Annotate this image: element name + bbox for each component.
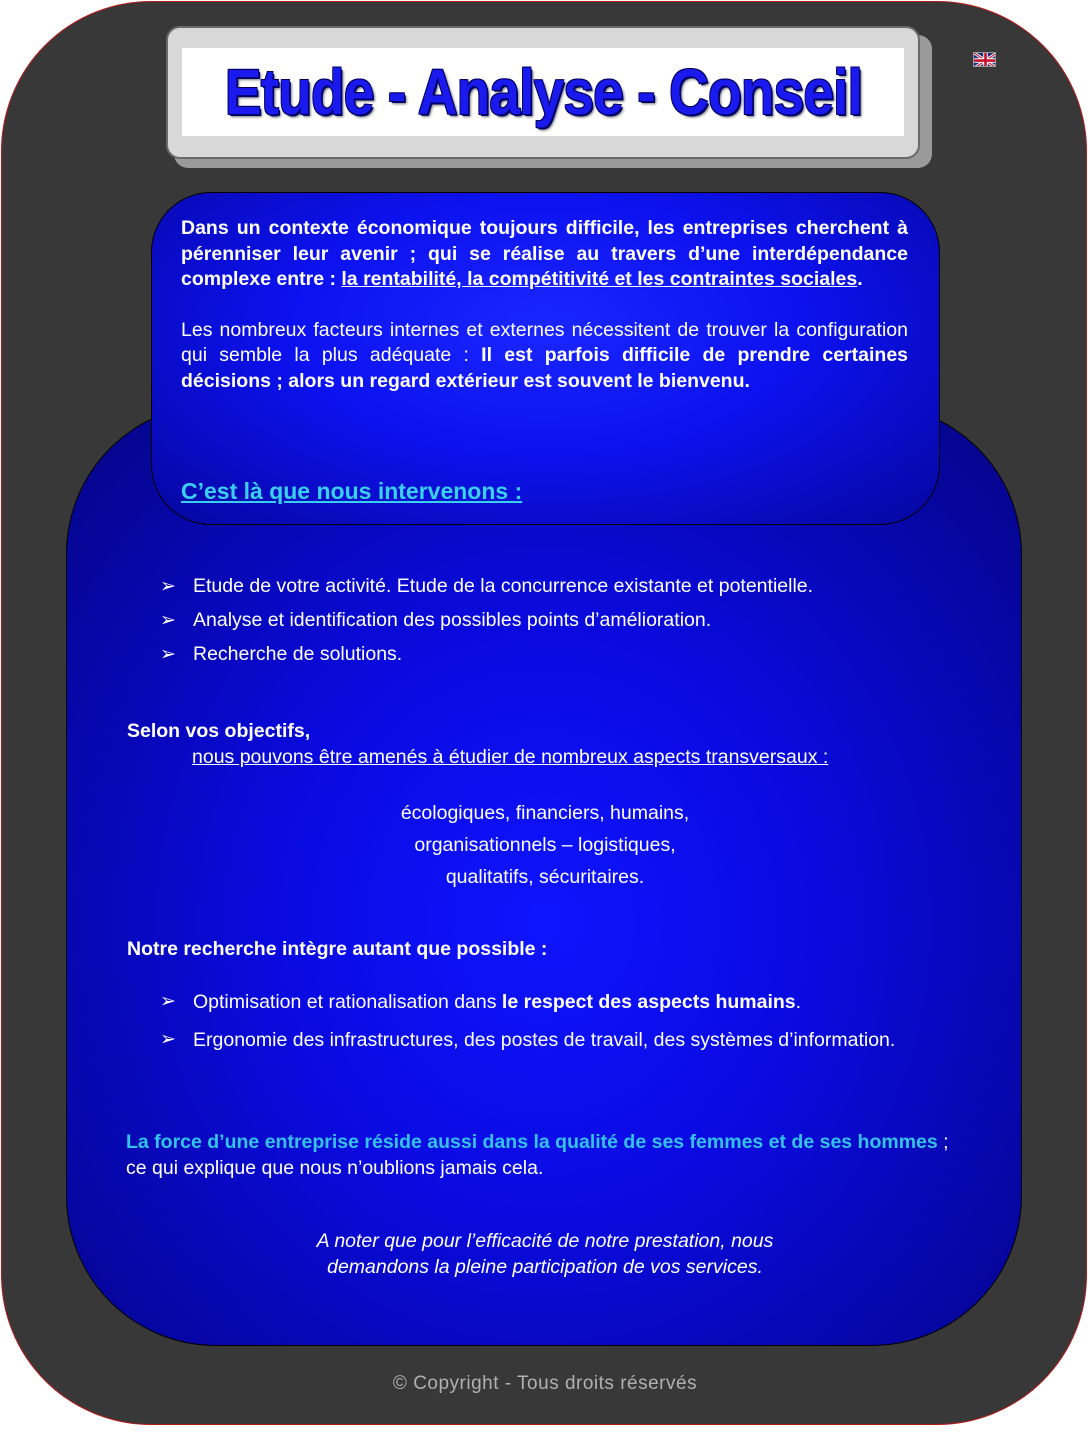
list-item (160, 609, 963, 643)
page-title: Etude - Analyse - Conseil (224, 56, 862, 128)
aspect-line: qualitatifs, sécuritaires. (445, 866, 645, 888)
note-line-1: A noter que pour l’efficacité de notre prestation, nous (316, 1230, 774, 1252)
research-heading: Notre recherche intègre autant que possible : (127, 938, 548, 960)
objectives-heading: Selon vos objectifs, (127, 720, 311, 742)
note-paragraph (0, 1228, 1090, 1280)
research-item2: Ergonomie des infrastructures, des postes de travail, des systèmes d’information. (193, 1029, 896, 1051)
uk-flag-icon[interactable] (973, 52, 996, 67)
aspects-list (0, 797, 1090, 893)
intro-text (181, 216, 908, 395)
strength-rest: ; ce qui explique que nous n’oublions jamais cela. (126, 1131, 949, 1179)
intro-paragraph-1 (181, 216, 908, 293)
list-item (160, 1027, 963, 1053)
arrow-bullet-icon: ➢ (160, 1029, 176, 1050)
list-item (160, 643, 963, 677)
service-item: Etude de votre activité. Etude de la concurrence existante et potentielle. (193, 575, 814, 597)
service-item: Analyse et identification des possibles points d’amélioration. (193, 609, 712, 631)
title-inner (182, 48, 904, 136)
list-item (160, 989, 963, 1015)
title-box (166, 26, 920, 159)
intervene-link[interactable]: C’est là que nous intervenons : (181, 478, 523, 504)
arrow-bullet-icon: ➢ (160, 644, 176, 665)
list-item (160, 575, 963, 609)
intro-p1-underlined: la rentabilité, la compétitivité et les contraintes sociales (341, 268, 858, 291)
intro-p1-start: Dans un contexte économique toujours difficile, les entreprises cherchent à pérenniser leur avenir ; qui se réalise au travers d’une interdépendance complexe entre : (181, 217, 908, 291)
research-item1-bold: le respect des aspects humains (501, 991, 796, 1013)
note-line-2: demandons la pleine participation de vos services. (327, 1256, 763, 1278)
services-list (160, 575, 963, 677)
arrow-bullet-icon: ➢ (160, 610, 176, 631)
research-item1-start: Optimisation et rationalisation dans (193, 991, 502, 1013)
research-list (160, 989, 963, 1053)
strength-paragraph (126, 1130, 964, 1181)
arrow-bullet-icon: ➢ (160, 576, 176, 597)
arrow-bullet-icon: ➢ (160, 991, 176, 1012)
intro-p2-start: Les nombreux facteurs internes et externes nécessitent de trouver la configuration qui semble la plus adéquate : (181, 318, 908, 367)
research-item1-end: . (795, 991, 802, 1013)
objectives-subheading: nous pouvons être amenés à étudier de nombreux aspects transversaux : (192, 746, 829, 768)
intro-paragraph-2 (181, 318, 908, 395)
aspect-line: organisationnels – logistiques, (414, 834, 676, 856)
copyright-footer: © Copyright - Tous droits réservés (392, 1373, 698, 1394)
intro-p2-bold: Il est parfois difficile de prendre certaines décisions ; alors un regard extérieur est souvent le bienvenu. (181, 344, 909, 392)
strength-highlight: La force d’une entreprise réside aussi dans la qualité de ses femmes et de ses hommes (126, 1131, 938, 1153)
service-item: Recherche de solutions. (193, 643, 403, 665)
intro-p1-end: . (857, 268, 863, 291)
aspect-line: écologiques, financiers, humains, (400, 802, 690, 824)
